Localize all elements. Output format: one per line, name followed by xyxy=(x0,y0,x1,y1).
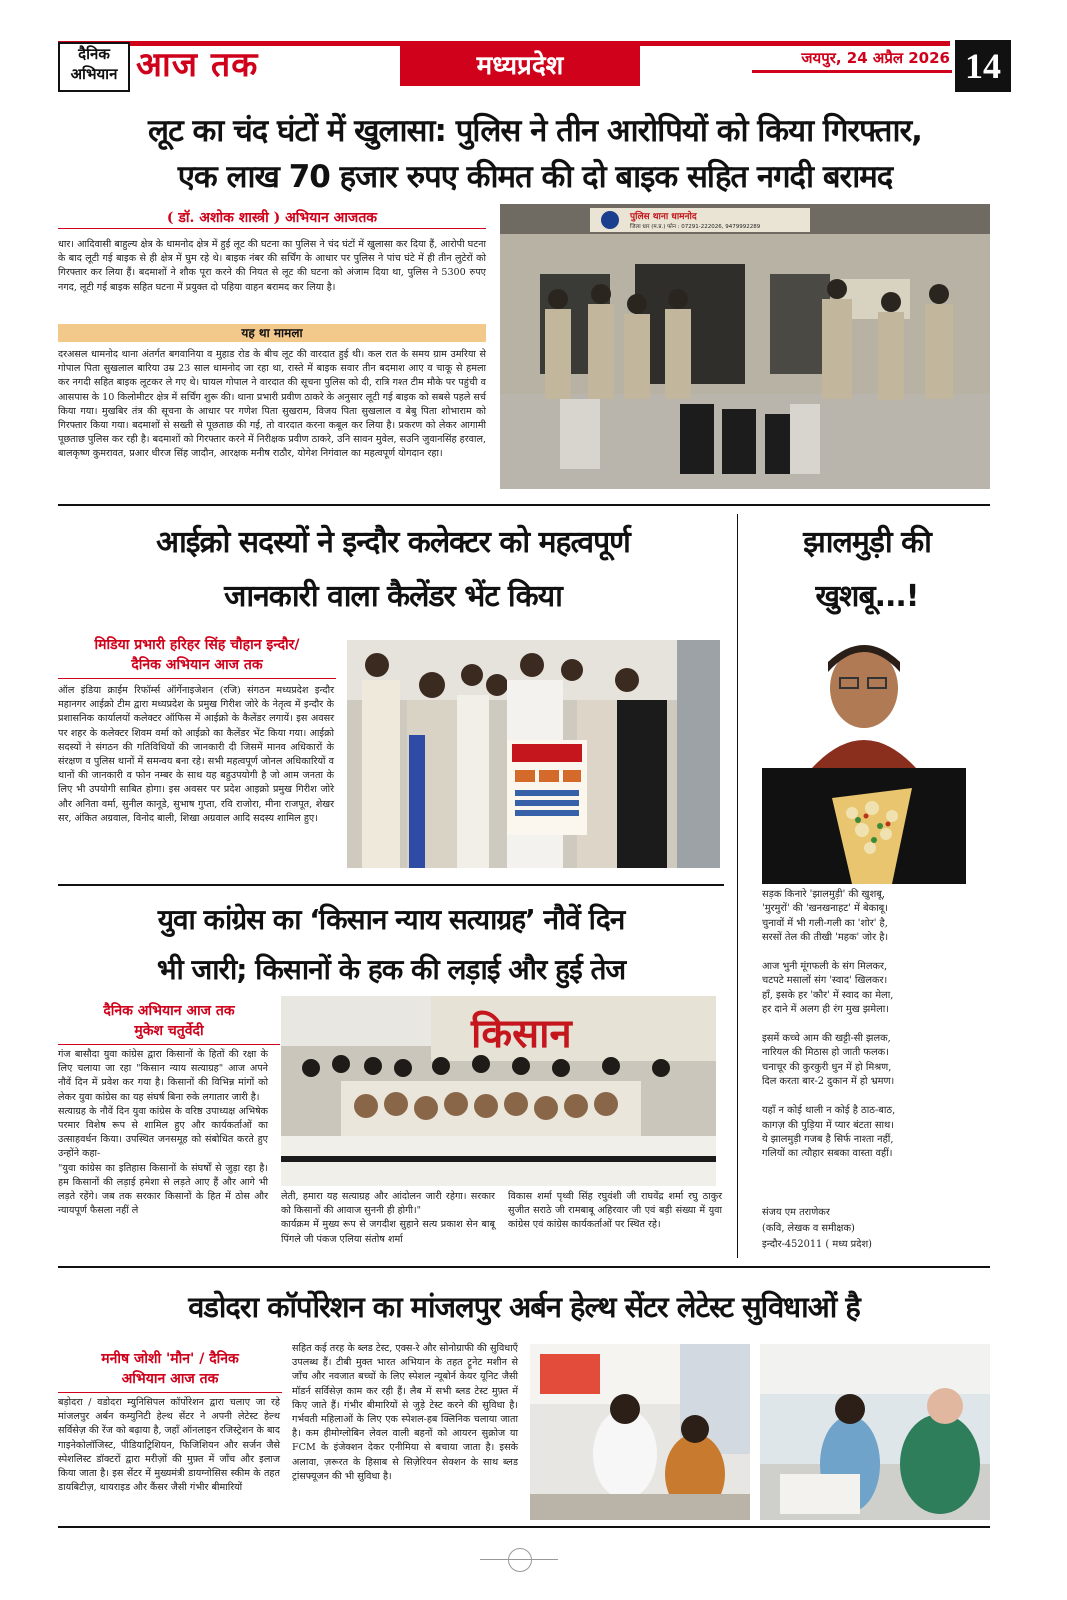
story2-byline-line2: दैनिक अभियान आज तक xyxy=(131,657,263,673)
story1-police-photo xyxy=(500,204,990,489)
story3-col1: गंज बासौदा युवा कांग्रेस द्वारा किसानों के हितों की रक्षा के लिए चलाया जा रहा "किसान न्याय सत्याग्रह" आज अपने नौवें दिन में प्रवेश कर गया है। किसानों की विभिन्न मांगों को लेकर युवा कांग्रेस का यह संघर्ष बिना रुके लगातार जारी है। सत्याग्रह के नौवें दिन युवा कांग्रेस के वरिष्ठ उपाध्यक्ष अभिषेक परमार विशेष रूप से शामिल हुए और कार्यकर्ताओं का उत्साहवर्धन किया। उपस्थित जनसमूह को संबोधित करते हुए उन्होंने कहा- "युवा कांग्रेस का इतिहास किसानों के संघर्षों से जुड़ा रहा है। हम किसानों की लड़ाई हमेशा से लड़ते आए हैं और आगे भी लड़ते रहेंगे। जब तक सरकार किसानों के हित में ठोस और न्यायपूर्ण फैसला नहीं ले xyxy=(58,1049,268,1217)
story1-para1: धार। आदिवासी बाहुल्य क्षेत्र के धामनोद क्षेत्र में हुई लूट की घटना का पुलिस ने चंद घंटों में खुलासा कर दिया हैं, आरोपी घटना के बाद लूटी गई बाइक से ही क्षेत्र में घुम रहे थे। बाइक नंबर की सर्चिंग के आधार पर पुलिस ने पांच घंटे में ही तीन लुटेरों को गिरफ्तार कर लिया हैं। बदमाशों ने शौक पूरा करने की नियत से लूट की घटना को अंजाम दिया था, पुलिस ने 5300 रुपए नगद, लूटी गई बाइक सहित घटना में प्रयुक्त दो पहिया वाहन बरामद कर लिया है। xyxy=(58,239,486,293)
story1-headline-line1: लूट का चंद घंटों में खुलासा: पुलिस ने तीन आरोपियों को किया गिरफ्तार, xyxy=(148,113,922,149)
story2-byline-line1: मिडिया प्रभारी हरिहर सिंह चौहान इन्दौर/ xyxy=(94,637,300,653)
newspaper-logo xyxy=(58,42,130,92)
injection-treatment-illustration xyxy=(760,1344,990,1520)
section-rule-1 xyxy=(58,504,990,506)
story1-headline-line2: एक लाख 70 हजार रुपए कीमत की दो बाइक सहित नगदी बरामद xyxy=(177,159,893,195)
logo-line1: दैनिक xyxy=(78,45,110,63)
health-center-photo-1 xyxy=(530,1344,750,1520)
section-title: मध्यप्रदेश xyxy=(400,46,640,86)
poem-author-place: इन्दौर-452011 ( मध्य प्रदेश) xyxy=(762,1239,872,1250)
logo-line2: अभियान xyxy=(70,65,118,83)
story1-para2: दरअसल धामनोद थाना अंतर्गत बगवानिया व मुहाड रोड के बीच लूट की वारदात हुई थी। कल रात के समय ग्राम उमरिया से गोपाल पिता सुखलाल बारिया उम्र 23 साल धामनोद जा रहा था, रास्ते में बाइक सवार तीन बदमाश आए व चाकू से हमला कर नगदी सहित बाइक लूटकर ले गए थे। घायल गोपाल ने वारदात की सूचना पुलिस को दी, रात्रि गश्त टीम मौके पर पहुंची व आसपास के 10 किलोमीटर क्षेत्र में सर्चिंग शुरू की। थाना प्रभारी प्रवीण ठाकरे के अनुसार लूटी गई बाइक को सबसे पहले सर्च किया गया। मुखबिर तंत्र की सूचना के आधार पर गणेश पिता सुखराम, विजय पिता सुखलाल व बेबु पिता शोभाराम को गिरफ्तार किया गया। बदमाशों से सख्ती से पूछताछ की गई, तो वारदात करना कबूल कर लिया है। प्रकरण को लेकर आगामी पूछताछ पुलिस कर रही है। बदमाशों को गिरफ्तार करने में निरीक्षक प्रवीण ठाकरे, उनि सावन मुवेल, सउनि जुवानसिंह हरवाल, बालकृष्ण कुमरावत, प्रआर धीरज सिंह जादौन, आरक्षक मनीष राठौर, योगेश निगंवाल का महत्वपूर्ण योगदान रहा। xyxy=(58,349,486,460)
story1-subhead: यह था मामला xyxy=(58,324,486,342)
story4-byline-rule xyxy=(58,1392,282,1393)
registration-mark-icon xyxy=(508,1548,532,1572)
health-center-photo-2 xyxy=(760,1344,990,1520)
story4-headline: वडोदरा कॉर्पोरेशन का मांजलपुर अर्बन हेल्थ सेंटर लेटेस्ट सुविधाओं है xyxy=(188,1290,860,1324)
page-number: 14 xyxy=(955,40,1011,92)
story1-byline: ( डॉ. अशोक शास्त्री ) अभियान आजतक xyxy=(166,210,378,226)
story3-col2: लेती, हमारा यह सत्याग्रह और आंदोलन जारी रहेगा। सरकार को किसानों की आवाज सुननी ही होगी।" कार्यक्रम में मुख्य रूप से जगदीश सुहाने सत्य प्रकाश सेन बाबू पिंगले जी पंकज एलिया संतोष शर्मा xyxy=(281,1191,495,1245)
story4-col1: बड़ोदरा / वडोदरा म्युनिसिपल कॉर्पोरेशन द्वारा चलाए जा रहे मांजलपुर अर्बन कम्युनिटी हेल्थ सेंटर ने अपनी लेटेस्ट हेल्थ सर्विसेज़ की रेंज को बढ़ाया है, जहाँ ऑनलाइन रजिस्ट्रेशन के बाद गाइनेकोलॉजिस्ट, पीडियाट्रिशियन, फिजिशियन और सर्जन जैसे स्पेशलिस्ट डॉक्टरों द्वारा मरीज़ों की मुफ़्त में जाँच और इलाज किया जाता है। इस सेंटर में मुख्यमंत्री डायग्नोसिस स्कीम के तहत डायबिटीज़, थायराइड और कैंसर जैसी गंभीर बीमारियों xyxy=(58,1397,280,1494)
story3-headline-line1: युवा कांग्रेस का ‘किसान न्याय सत्याग्रह’ नौवें दिन xyxy=(157,903,625,936)
story3-protest-photo xyxy=(281,996,716,1186)
section-rule-2 xyxy=(58,884,724,886)
story2-headline-line1: आईक्रो सदस्यों ने इन्दौर कलेक्टर को महत्वपूर्ण xyxy=(156,525,630,560)
photo-sign-title: पुलिस थाना धामनोद xyxy=(630,212,697,222)
protest-banner-text: किसान xyxy=(471,1010,572,1057)
story2-headline-line2: जानकारी वाला कैलेंडर भेंट किया xyxy=(224,579,562,614)
story3-byline-line2: मुकेश चतुर्वेदी xyxy=(134,1023,204,1039)
story3-headline-line2: भी जारी; किसानों के हक की लड़ाई और हुई तेज xyxy=(156,953,626,986)
poet-portrait xyxy=(762,632,966,768)
poem-author-role: (कवि, लेखक व समीक्षक) xyxy=(762,1223,855,1234)
registration-mark-line xyxy=(480,1559,558,1560)
brand-name: आज तक xyxy=(136,45,259,85)
story1-byline-rule xyxy=(58,228,486,229)
story4-byline-line1: मनीष जोशी 'मौन' / दैनिक xyxy=(101,1351,239,1367)
column-rule-vertical xyxy=(737,514,738,1258)
poem-author: संजय एम तराणेकर xyxy=(762,1207,830,1218)
story2-body: ऑल इंडिया क्राईम रिफॉर्म्स ऑर्गेनाइजेशन (रजि) संगठन मध्यप्रदेश इन्दौर महानगर आईक्रो टीम द्वारा मध्यप्रदेश के प्रमुख गिरीश जोरे के नेतृत्व में इन्दौर के प्रशासनिक कार्यालयों कलेक्टर ऑफिस में आईक्रो के कैलेंडर लगायें। इस अवसर पर शहर के कलेक्टर शिवम वर्मा को आईक्रो का कैलेंडर भेंट किया गया। आईक्रो सदस्यों ने संगठन की गतिविधियों की जानकारी दी जिसमें मानव अधिकारों के संरक्षण व पुलिस थानों में समन्वय बना रहे। सभी महत्वपूर्ण जोनल अधिकारियों व थानों की जानकारी व फोन नम्बर के साथ यह बहुउपयोगी है जो आम जनता के लिए भी उपयोगी साबित होगा। इस अवसर पर प्रदेश आइक्रो प्रमुख गिरीश जोरे और अनिता वर्मा, सुनील कानूडे, सुभाष गुप्ता, रवि राजोरा, मीना राजपूत, शेखर सर, अंकित अग्रवाल, विनोद बाली, शिखा अग्रवाल आदि सदस्य शामिल हुए। xyxy=(58,685,334,824)
dateline-rule xyxy=(752,70,952,73)
bottom-rule xyxy=(58,1526,990,1528)
sidebar-headline-line2: खुशबू...! xyxy=(815,579,919,614)
story3-byline-line1: दैनिक अभियान आज तक xyxy=(103,1003,235,1019)
story2-calendar-photo xyxy=(347,640,720,868)
calendar-handover-illustration xyxy=(347,640,720,868)
story3-byline-rule xyxy=(58,1044,280,1045)
sidebar-headline-line1: झालमुड़ी की xyxy=(803,525,931,560)
jhalmuri-photo xyxy=(762,768,966,884)
dateline: जयपुर, 24 अप्रैल 2026 xyxy=(801,49,950,67)
doctor-consult-illustration xyxy=(530,1344,750,1520)
jhalmuri-cone-illustration xyxy=(762,768,966,884)
section-rule-3 xyxy=(58,1266,990,1268)
story2-byline-rule xyxy=(58,678,336,679)
story4-byline-line2: अभियान आज तक xyxy=(121,1371,219,1387)
story4-col2: सहित कई तरह के ब्लड टेस्ट, एक्स-रे और सोनोग्राफी की सुविधाएँ उपलब्ध हैं। टीबी मुक्त भारत अभियान के तहत ट्रूनेट मशीन से जाँच और नवजात बच्चों के लिए स्पेशल न्यूबोर्न केयर यूनिट जैसी मॉडर्न सर्विसेज़ काम कर रही हैं। लैब में सभी ब्लड टेस्ट मुफ़्त में किए जाते हैं। गंभीर बीमारियों से जुड़े टेस्ट करने की सुविधा है। गर्भवती महिलाओं के लिए एक स्पेशल-हब क्लिनिक चलाया जाता है। कम हीमोग्लोबिन लेवल वाली बहनों को आयरन सुक्रोज या FCM के इंजेक्शन देकर एनीमिया से बचाया जाता है। इसके अलावा, ज़रूरत के हिसाब से सिज़ेरियन सेक्शन के साथ ब्लड ट्रांसफ्यूजन की भी सुविधा है। xyxy=(292,1343,518,1482)
poet-portrait-illustration xyxy=(762,632,966,768)
story3-col3: विकास शर्मा पृथ्वी सिंह रघुवंशी जी राघवेंद्र शर्मा रघु ठाकुर सुजीत सराठे जी रामबाबू अहिरवार जी एवं बड़ी संख्या में युवा कांग्रेस एवं कांग्रेस कार्यकर्ताओं पर स्थित रहे। xyxy=(508,1191,722,1231)
sidebar-poem: सड़क किनारे 'झालमुड़ी' की खुशबू, 'मुरमुरों' की 'खनखनाहट' में बेकाबू। चुनावों में भी गली-गली का 'शोर' है, सरसों तेल की तीखी 'महक' जोर है। आज भुनी मूंगफली के संग मिलकर, चटपटे मसालों संग 'स्वाद' खिलकर। हाँ, इसके हर 'कौर' में स्वाद का मेला, हर दाने में अलग ही रंग मुख झमेला। इसमें कच्चे आम की खट्टी-सी झलक, नारियल की मिठास हो जाती फलक। चनाचूर की कुरकुरी धुन में हो मिश्रण, दिल करता बार-2 दुकान में हो भ्रमण। यहाँ न कोई थाली न कोई है ठाठ-बाठ, कागज़ की पुड़िया में प्यार बंटता साथ। ये झालमुड़ी गजब है सिर्फ नाश्ता नहीं, गलियों का त्यौहार सबका वास्ता वहीं। xyxy=(762,889,896,1160)
police-station-illustration xyxy=(500,204,990,489)
photo-sign-small: जिला धार (म.प्र.) फोन : 07291-222026, 9479992289 xyxy=(630,224,761,230)
